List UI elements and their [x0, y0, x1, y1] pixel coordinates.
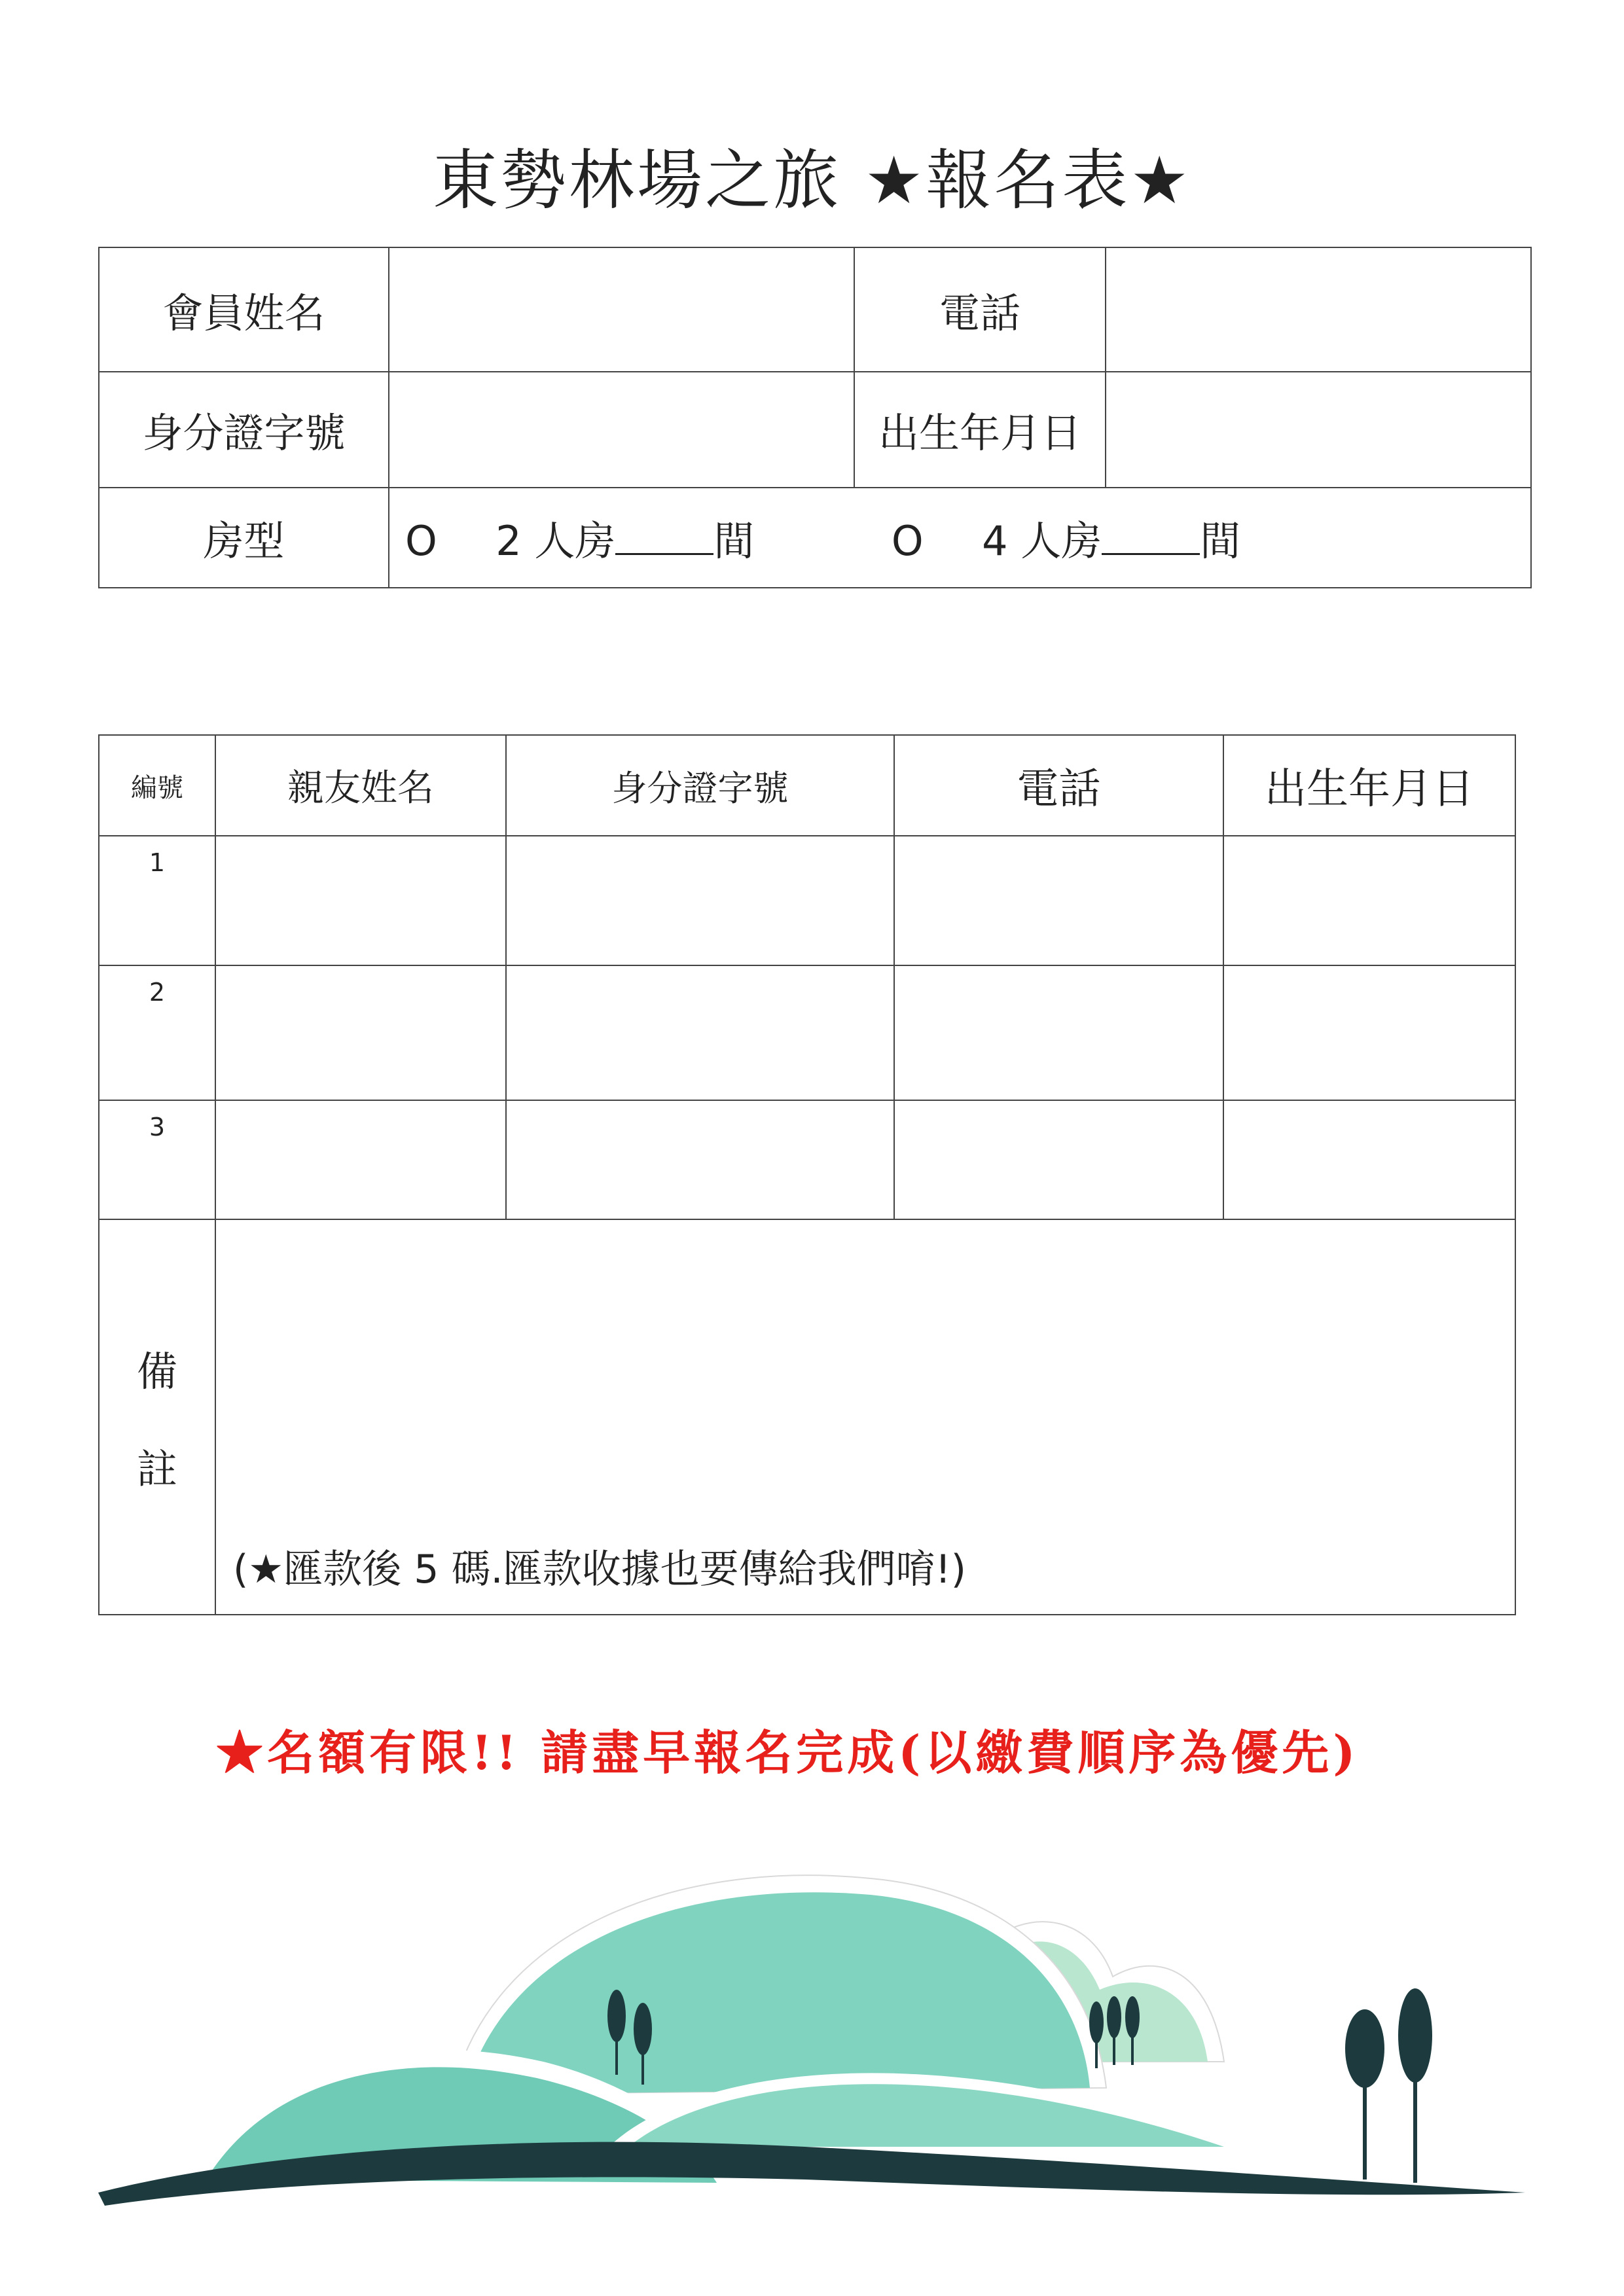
friend-name-field[interactable] — [215, 836, 506, 965]
member-phone-field[interactable] — [1106, 247, 1531, 372]
registration-notice: ★名額有限!! 請盡早報名完成(以繳費順序為優先) — [216, 1725, 1360, 1780]
member-birth-label: 出生年月日 — [854, 372, 1106, 488]
room-option-4-unit: 間 — [1200, 517, 1241, 565]
member-phone-label: 電話 — [854, 247, 1106, 372]
phone-field[interactable] — [894, 1100, 1223, 1219]
header-number: 編號 — [99, 735, 215, 836]
green-hills-illustration — [85, 1780, 1551, 2251]
id-number-field[interactable] — [506, 1100, 894, 1219]
room-option-2-unit: 間 — [713, 517, 755, 565]
memo-label-char-2: 註 — [136, 1445, 177, 1493]
room-option-4-count-blank[interactable] — [1102, 547, 1200, 555]
room-type-options — [389, 488, 1531, 588]
row-number: 3 — [99, 1100, 215, 1219]
member-id-label: 身分證字號 — [99, 372, 389, 488]
member-info-table — [98, 247, 1532, 588]
table-row — [99, 1100, 1515, 1219]
room-option-4-label: 4 人房 — [982, 517, 1102, 565]
row-number: 2 — [99, 965, 215, 1100]
memo-label-char-1: 備 — [136, 1348, 177, 1395]
room-option-2-checkbox[interactable]: O — [405, 517, 437, 565]
id-number-field[interactable] — [506, 836, 894, 965]
room-option-4-checkbox[interactable]: O — [891, 517, 924, 565]
friend-name-field[interactable] — [215, 1100, 506, 1219]
birth-date-field[interactable] — [1223, 836, 1515, 965]
header-birth-date: 出生年月日 — [1223, 735, 1515, 836]
memo-note: (★匯款後 5 碼.匯款收據也要傳給我們唷!) — [233, 1547, 967, 1592]
birth-date-field[interactable] — [1223, 965, 1515, 1100]
member-name-field[interactable] — [389, 247, 854, 372]
table-row — [99, 836, 1515, 965]
member-id-field[interactable] — [389, 372, 854, 488]
header-id-number: 身分證字號 — [506, 735, 894, 836]
phone-field[interactable] — [894, 965, 1223, 1100]
table-row — [99, 965, 1515, 1100]
header-friend-name: 親友姓名 — [215, 735, 506, 836]
member-name-label: 會員姓名 — [99, 247, 389, 372]
phone-field[interactable] — [894, 836, 1223, 965]
id-number-field[interactable] — [506, 965, 894, 1100]
header-phone: 電話 — [894, 735, 1223, 836]
member-birth-field[interactable] — [1106, 372, 1531, 488]
room-option-2-label: 2 人房 — [496, 517, 616, 565]
room-type-label: 房型 — [99, 488, 389, 588]
room-option-2-count-blank[interactable] — [615, 547, 713, 555]
family-members-table — [98, 734, 1516, 1615]
form-title: 東勢林場之旅 ★報名表★ — [432, 142, 1192, 219]
memo-label — [99, 1219, 215, 1615]
birth-date-field[interactable] — [1223, 1100, 1515, 1219]
row-number: 1 — [99, 836, 215, 965]
friend-name-field[interactable] — [215, 965, 506, 1100]
memo-field[interactable] — [215, 1219, 1515, 1615]
